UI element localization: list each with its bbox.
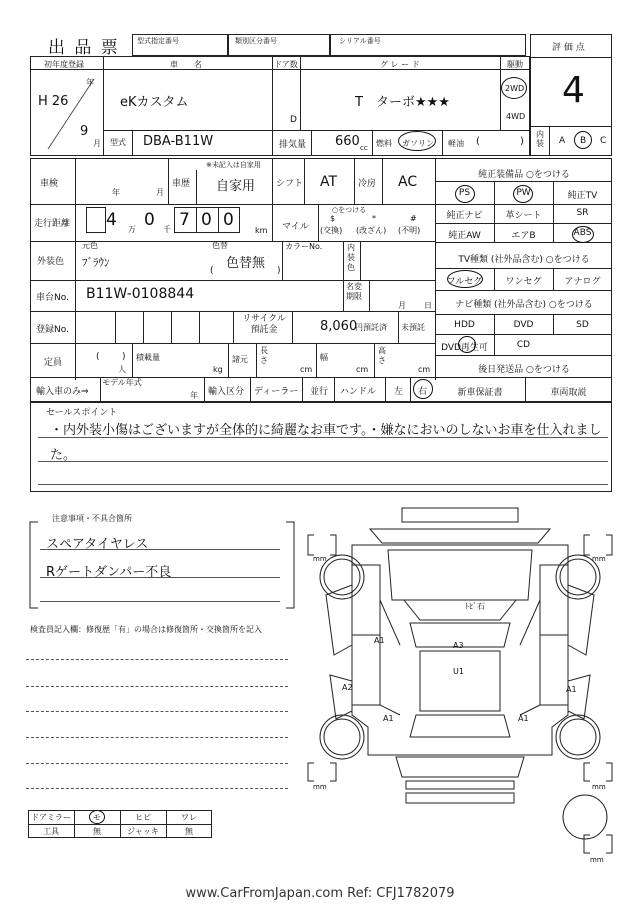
ac-value: AC [398,174,418,190]
sales-point-box [30,402,612,492]
note-line-1: スペアタイヤレス [46,537,149,552]
grade-value: T ターボ★★★ [355,95,450,110]
class-no-box: 類別区分番号 [228,34,330,56]
doors-value: D [290,115,297,125]
mileage-digit-4: 0 [201,210,212,230]
mark-a2: A2 [342,683,353,692]
fuel-gasoline: ガソリン [402,139,434,148]
model-value: DBA-B11W [143,134,214,149]
drive-2wd-circle [501,77,527,99]
interior-grade-b: B [580,136,587,146]
repaint-value: 色替無 [226,256,266,271]
mileage-digit-3: 7 [179,210,190,230]
mark-a1-front: A1 [374,636,385,645]
mirror-circle [89,810,105,824]
dvd-play-circle [458,336,476,353]
handle-right-circle [413,379,433,399]
sales-line-2: た。 [50,448,77,463]
drive-4wd: 4WD [506,112,526,121]
serial-box: シリアル番号 [330,34,526,56]
recycle-amount: 8,060 [320,319,358,334]
sheet-title: 出 品 票 [48,38,120,58]
equip-title: 純正装備品 ○をつける [478,170,570,180]
mark-a1-rear-left: A1 [383,714,394,723]
footer-ref: www.CarFromJapan.com Ref: CFJ1782079 [185,886,455,901]
shift-value: AT [320,174,338,190]
mark-a3: A3 [453,641,464,650]
mileage-digit-2: 0 [144,210,155,230]
pw-circle [513,185,533,203]
displacement: 660 [335,134,360,149]
type-no-box: 型式指定番号 [132,34,228,56]
reg-era: H 26 [38,94,69,109]
interior-grade-c: C [600,136,607,146]
drive-2wd: 2WD [505,84,525,93]
mark-tobi: ﾄﾋﾞ石 [465,602,485,611]
sales-line-1: ・内外装小傷はございますが全体的に綺麗なお車です。・嫌なにおいのしないお車を仕入れまし [50,423,602,438]
mark-a1-rear-right: A1 [518,714,529,723]
score-value: 4 [562,70,585,111]
mark-a1-right: A1 [566,685,577,694]
fuel-circle [398,131,436,151]
original-color: ﾌﾞﾗｳﾝ [82,256,110,269]
interior-label: 内装 [536,130,544,148]
interior-grade-circle [574,131,592,149]
ps-circle [455,185,475,203]
reg-month: 9 [80,124,89,139]
history-value: 自家用 [216,179,256,194]
interior-grade-a: A [559,136,566,146]
abs-circle [572,226,594,243]
car-name: eKカスタム [120,95,189,110]
mark-u1: U1 [453,667,464,676]
mileage-digit-5: 0 [223,210,234,230]
score-label: 評 価 点 [552,43,585,53]
mileage-digit-1: 4 [106,210,117,230]
note-line-2: Rゲートダンパー不良 [46,565,172,580]
chassis-number: B11W-0108844 [86,286,195,302]
fullseg-circle [447,270,483,288]
